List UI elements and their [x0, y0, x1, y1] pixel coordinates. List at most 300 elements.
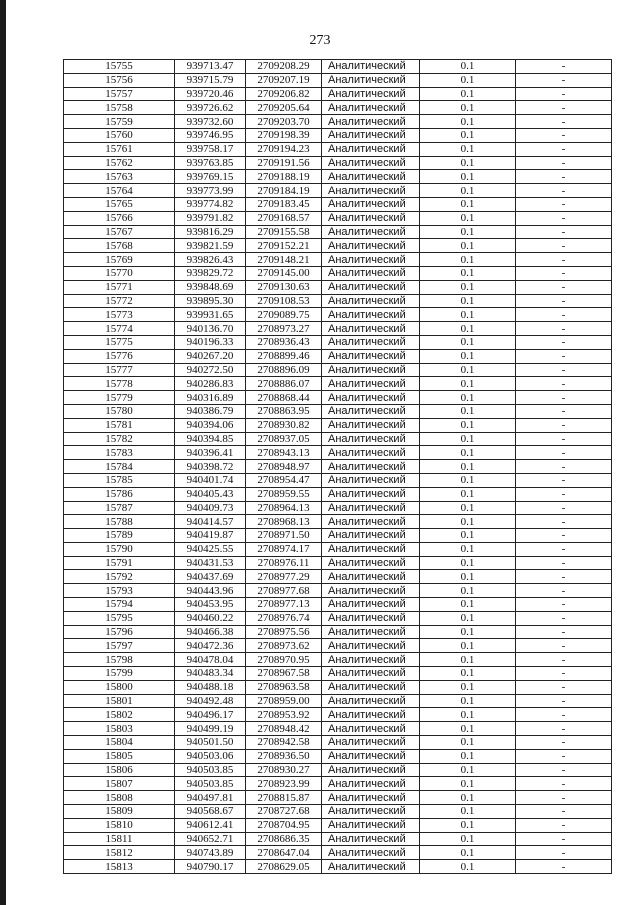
x-coordinate-cell: 940497.81 [175, 791, 246, 805]
accuracy-cell: 0.1 [420, 87, 516, 101]
table-row [64, 529, 612, 543]
table-row [64, 846, 612, 860]
accuracy-cell: 0.1 [420, 377, 516, 391]
x-coordinate-cell: 940503.85 [175, 777, 246, 791]
point-number-cell: 15812 [64, 846, 175, 860]
point-number-cell: 15757 [64, 87, 175, 101]
method-cell: Аналитический [322, 722, 420, 736]
table-row [64, 805, 612, 819]
note-cell: - [516, 391, 612, 405]
point-number-cell: 15806 [64, 763, 175, 777]
y-coordinate-cell: 2708868.44 [246, 391, 322, 405]
accuracy-cell: 0.1 [420, 432, 516, 446]
note-cell: - [516, 266, 612, 280]
x-coordinate-cell: 940316.89 [175, 391, 246, 405]
method-cell: Аналитический [322, 680, 420, 694]
y-coordinate-cell: 2708896.09 [246, 363, 322, 377]
y-coordinate-cell: 2709152.21 [246, 239, 322, 253]
accuracy-cell: 0.1 [420, 515, 516, 529]
accuracy-cell: 0.1 [420, 832, 516, 846]
method-cell: Аналитический [322, 791, 420, 805]
point-number-cell: 15810 [64, 818, 175, 832]
table-row [64, 777, 612, 791]
table-row [64, 473, 612, 487]
y-coordinate-cell: 2708970.95 [246, 653, 322, 667]
method-cell: Аналитический [322, 515, 420, 529]
table-row [64, 197, 612, 211]
table-row [64, 446, 612, 460]
method-cell: Аналитический [322, 170, 420, 184]
method-cell: Аналитический [322, 156, 420, 170]
x-coordinate-cell: 940386.79 [175, 404, 246, 418]
table-row [64, 611, 612, 625]
method-cell: Аналитический [322, 308, 420, 322]
note-cell: - [516, 335, 612, 349]
y-coordinate-cell: 2708948.97 [246, 460, 322, 474]
x-coordinate-cell: 940286.83 [175, 377, 246, 391]
x-coordinate-cell: 940437.69 [175, 570, 246, 584]
point-number-cell: 15762 [64, 156, 175, 170]
point-number-cell: 15793 [64, 584, 175, 598]
note-cell: - [516, 377, 612, 391]
table-row [64, 142, 612, 156]
note-cell: - [516, 308, 612, 322]
accuracy-cell: 0.1 [420, 556, 516, 570]
point-number-cell: 15787 [64, 501, 175, 515]
point-number-cell: 15766 [64, 211, 175, 225]
x-coordinate-cell: 940501.50 [175, 736, 246, 750]
method-cell: Аналитический [322, 749, 420, 763]
y-coordinate-cell: 2709203.70 [246, 115, 322, 129]
accuracy-cell: 0.1 [420, 818, 516, 832]
x-coordinate-cell: 940272.50 [175, 363, 246, 377]
note-cell: - [516, 639, 612, 653]
y-coordinate-cell: 2708977.29 [246, 570, 322, 584]
x-coordinate-cell: 940394.85 [175, 432, 246, 446]
accuracy-cell: 0.1 [420, 598, 516, 612]
y-coordinate-cell: 2708629.05 [246, 860, 322, 874]
point-number-cell: 15790 [64, 542, 175, 556]
point-number-cell: 15788 [64, 515, 175, 529]
method-cell: Аналитический [322, 805, 420, 819]
note-cell: - [516, 625, 612, 639]
point-number-cell: 15785 [64, 473, 175, 487]
method-cell: Аналитический [322, 832, 420, 846]
table-row [64, 128, 612, 142]
coordinates-table [63, 59, 612, 874]
point-number-cell: 15800 [64, 680, 175, 694]
note-cell: - [516, 860, 612, 874]
method-cell: Аналитический [322, 294, 420, 308]
accuracy-cell: 0.1 [420, 749, 516, 763]
note-cell: - [516, 128, 612, 142]
accuracy-cell: 0.1 [420, 473, 516, 487]
table-row [64, 418, 612, 432]
y-coordinate-cell: 2708971.50 [246, 529, 322, 543]
point-number-cell: 15791 [64, 556, 175, 570]
note-cell: - [516, 722, 612, 736]
x-coordinate-cell: 940398.72 [175, 460, 246, 474]
note-cell: - [516, 584, 612, 598]
note-cell: - [516, 667, 612, 681]
x-coordinate-cell: 940503.06 [175, 749, 246, 763]
note-cell: - [516, 846, 612, 860]
y-coordinate-cell: 2708647.04 [246, 846, 322, 860]
table-row [64, 432, 612, 446]
x-coordinate-cell: 940496.17 [175, 708, 246, 722]
point-number-cell: 15767 [64, 225, 175, 239]
accuracy-cell: 0.1 [420, 487, 516, 501]
note-cell: - [516, 211, 612, 225]
method-cell: Аналитический [322, 184, 420, 198]
accuracy-cell: 0.1 [420, 763, 516, 777]
method-cell: Аналитический [322, 556, 420, 570]
accuracy-cell: 0.1 [420, 446, 516, 460]
point-number-cell: 15775 [64, 335, 175, 349]
x-coordinate-cell: 939758.17 [175, 142, 246, 156]
point-number-cell: 15804 [64, 736, 175, 750]
accuracy-cell: 0.1 [420, 736, 516, 750]
x-coordinate-cell: 940196.33 [175, 335, 246, 349]
note-cell: - [516, 611, 612, 625]
y-coordinate-cell: 2708959.00 [246, 694, 322, 708]
note-cell: - [516, 556, 612, 570]
accuracy-cell: 0.1 [420, 73, 516, 87]
point-number-cell: 15771 [64, 280, 175, 294]
y-coordinate-cell: 2708937.05 [246, 432, 322, 446]
table-row [64, 708, 612, 722]
point-number-cell: 15813 [64, 860, 175, 874]
table-row [64, 280, 612, 294]
table-row [64, 598, 612, 612]
accuracy-cell: 0.1 [420, 322, 516, 336]
table-row [64, 818, 612, 832]
table-row [64, 680, 612, 694]
y-coordinate-cell: 2708886.07 [246, 377, 322, 391]
y-coordinate-cell: 2708973.27 [246, 322, 322, 336]
x-coordinate-cell: 939763.85 [175, 156, 246, 170]
note-cell: - [516, 694, 612, 708]
method-cell: Аналитический [322, 115, 420, 129]
table-row [64, 653, 612, 667]
table-row [64, 667, 612, 681]
y-coordinate-cell: 2708727.68 [246, 805, 322, 819]
note-cell: - [516, 487, 612, 501]
point-number-cell: 15777 [64, 363, 175, 377]
method-cell: Аналитический [322, 487, 420, 501]
x-coordinate-cell: 940405.43 [175, 487, 246, 501]
table-row [64, 570, 612, 584]
note-cell: - [516, 73, 612, 87]
table-row [64, 501, 612, 515]
table-row [64, 404, 612, 418]
table-row [64, 515, 612, 529]
accuracy-cell: 0.1 [420, 542, 516, 556]
accuracy-cell: 0.1 [420, 197, 516, 211]
y-coordinate-cell: 2708704.95 [246, 818, 322, 832]
x-coordinate-cell: 939816.29 [175, 225, 246, 239]
method-cell: Аналитический [322, 418, 420, 432]
point-number-cell: 15761 [64, 142, 175, 156]
method-cell: Аналитический [322, 197, 420, 211]
table-row [64, 156, 612, 170]
note-cell: - [516, 404, 612, 418]
note-cell: - [516, 653, 612, 667]
x-coordinate-cell: 939895.30 [175, 294, 246, 308]
y-coordinate-cell: 2709194.23 [246, 142, 322, 156]
method-cell: Аналитический [322, 460, 420, 474]
note-cell: - [516, 142, 612, 156]
note-cell: - [516, 708, 612, 722]
method-cell: Аналитический [322, 860, 420, 874]
x-coordinate-cell: 940472.36 [175, 639, 246, 653]
method-cell: Аналитический [322, 611, 420, 625]
method-cell: Аналитический [322, 818, 420, 832]
point-number-cell: 15760 [64, 128, 175, 142]
accuracy-cell: 0.1 [420, 128, 516, 142]
y-coordinate-cell: 2709184.19 [246, 184, 322, 198]
x-coordinate-cell: 939931.65 [175, 308, 246, 322]
x-coordinate-cell: 940743.89 [175, 846, 246, 860]
x-coordinate-cell: 940409.73 [175, 501, 246, 515]
point-number-cell: 15802 [64, 708, 175, 722]
y-coordinate-cell: 2708942.58 [246, 736, 322, 750]
method-cell: Аналитический [322, 625, 420, 639]
y-coordinate-cell: 2709206.82 [246, 87, 322, 101]
point-number-cell: 15768 [64, 239, 175, 253]
table-row [64, 556, 612, 570]
y-coordinate-cell: 2708953.92 [246, 708, 322, 722]
accuracy-cell: 0.1 [420, 211, 516, 225]
point-number-cell: 15783 [64, 446, 175, 460]
accuracy-cell: 0.1 [420, 156, 516, 170]
accuracy-cell: 0.1 [420, 777, 516, 791]
note-cell: - [516, 818, 612, 832]
method-cell: Аналитический [322, 322, 420, 336]
y-coordinate-cell: 2708930.27 [246, 763, 322, 777]
note-cell: - [516, 446, 612, 460]
y-coordinate-cell: 2708959.55 [246, 487, 322, 501]
accuracy-cell: 0.1 [420, 639, 516, 653]
x-coordinate-cell: 939746.95 [175, 128, 246, 142]
x-coordinate-cell: 939769.15 [175, 170, 246, 184]
x-coordinate-cell: 940652.71 [175, 832, 246, 846]
x-coordinate-cell: 940443.96 [175, 584, 246, 598]
y-coordinate-cell: 2708815.87 [246, 791, 322, 805]
table-row [64, 60, 612, 74]
point-number-cell: 15786 [64, 487, 175, 501]
table-row [64, 639, 612, 653]
note-cell: - [516, 515, 612, 529]
note-cell: - [516, 184, 612, 198]
table-row [64, 294, 612, 308]
point-number-cell: 15765 [64, 197, 175, 211]
point-number-cell: 15782 [64, 432, 175, 446]
note-cell: - [516, 529, 612, 543]
table-row [64, 170, 612, 184]
accuracy-cell: 0.1 [420, 611, 516, 625]
accuracy-cell: 0.1 [420, 805, 516, 819]
point-number-cell: 15776 [64, 349, 175, 363]
point-number-cell: 15781 [64, 418, 175, 432]
accuracy-cell: 0.1 [420, 308, 516, 322]
x-coordinate-cell: 940492.48 [175, 694, 246, 708]
accuracy-cell: 0.1 [420, 391, 516, 405]
point-number-cell: 15770 [64, 266, 175, 280]
point-number-cell: 15763 [64, 170, 175, 184]
y-coordinate-cell: 2708686.35 [246, 832, 322, 846]
x-coordinate-cell: 940136.70 [175, 322, 246, 336]
method-cell: Аналитический [322, 542, 420, 556]
accuracy-cell: 0.1 [420, 653, 516, 667]
note-cell: - [516, 749, 612, 763]
table-row [64, 266, 612, 280]
point-number-cell: 15769 [64, 253, 175, 267]
note-cell: - [516, 763, 612, 777]
method-cell: Аналитический [322, 73, 420, 87]
accuracy-cell: 0.1 [420, 722, 516, 736]
accuracy-cell: 0.1 [420, 570, 516, 584]
table-row [64, 73, 612, 87]
point-number-cell: 15805 [64, 749, 175, 763]
y-coordinate-cell: 2708930.82 [246, 418, 322, 432]
accuracy-cell: 0.1 [420, 363, 516, 377]
method-cell: Аналитический [322, 211, 420, 225]
accuracy-cell: 0.1 [420, 694, 516, 708]
point-number-cell: 15755 [64, 60, 175, 74]
note-cell: - [516, 542, 612, 556]
y-coordinate-cell: 2708954.47 [246, 473, 322, 487]
note-cell: - [516, 460, 612, 474]
note-cell: - [516, 87, 612, 101]
x-coordinate-cell: 940503.85 [175, 763, 246, 777]
table-row [64, 335, 612, 349]
y-coordinate-cell: 2709188.19 [246, 170, 322, 184]
y-coordinate-cell: 2708948.42 [246, 722, 322, 736]
x-coordinate-cell: 939826.43 [175, 253, 246, 267]
method-cell: Аналитический [322, 128, 420, 142]
method-cell: Аналитический [322, 501, 420, 515]
note-cell: - [516, 294, 612, 308]
accuracy-cell: 0.1 [420, 184, 516, 198]
method-cell: Аналитический [322, 598, 420, 612]
point-number-cell: 15756 [64, 73, 175, 87]
point-number-cell: 15780 [64, 404, 175, 418]
note-cell: - [516, 60, 612, 74]
page-edge-bar [0, 0, 6, 905]
point-number-cell: 15798 [64, 653, 175, 667]
method-cell: Аналитический [322, 60, 420, 74]
x-coordinate-cell: 940431.53 [175, 556, 246, 570]
point-number-cell: 15792 [64, 570, 175, 584]
x-coordinate-cell: 939732.60 [175, 115, 246, 129]
table-row [64, 487, 612, 501]
x-coordinate-cell: 940396.41 [175, 446, 246, 460]
note-cell: - [516, 432, 612, 446]
point-number-cell: 15811 [64, 832, 175, 846]
point-number-cell: 15772 [64, 294, 175, 308]
method-cell: Аналитический [322, 432, 420, 446]
method-cell: Аналитический [322, 846, 420, 860]
method-cell: Аналитический [322, 142, 420, 156]
note-cell: - [516, 363, 612, 377]
y-coordinate-cell: 2708974.17 [246, 542, 322, 556]
accuracy-cell: 0.1 [420, 501, 516, 515]
note-cell: - [516, 418, 612, 432]
y-coordinate-cell: 2709198.39 [246, 128, 322, 142]
x-coordinate-cell: 939848.69 [175, 280, 246, 294]
note-cell: - [516, 101, 612, 115]
y-coordinate-cell: 2708976.74 [246, 611, 322, 625]
accuracy-cell: 0.1 [420, 708, 516, 722]
method-cell: Аналитический [322, 377, 420, 391]
table-row [64, 239, 612, 253]
accuracy-cell: 0.1 [420, 404, 516, 418]
table-row [64, 184, 612, 198]
y-coordinate-cell: 2708963.58 [246, 680, 322, 694]
method-cell: Аналитический [322, 266, 420, 280]
y-coordinate-cell: 2708977.68 [246, 584, 322, 598]
x-coordinate-cell: 940483.34 [175, 667, 246, 681]
method-cell: Аналитический [322, 87, 420, 101]
table-row [64, 736, 612, 750]
table-row [64, 542, 612, 556]
point-number-cell: 15759 [64, 115, 175, 129]
y-coordinate-cell: 2709155.58 [246, 225, 322, 239]
accuracy-cell: 0.1 [420, 294, 516, 308]
x-coordinate-cell: 939774.82 [175, 197, 246, 211]
point-number-cell: 15801 [64, 694, 175, 708]
point-number-cell: 15809 [64, 805, 175, 819]
y-coordinate-cell: 2709089.75 [246, 308, 322, 322]
table-row [64, 308, 612, 322]
table-row [64, 791, 612, 805]
note-cell: - [516, 680, 612, 694]
x-coordinate-cell: 940453.95 [175, 598, 246, 612]
method-cell: Аналитический [322, 473, 420, 487]
x-coordinate-cell: 940488.18 [175, 680, 246, 694]
accuracy-cell: 0.1 [420, 60, 516, 74]
method-cell: Аналитический [322, 529, 420, 543]
x-coordinate-cell: 940568.67 [175, 805, 246, 819]
point-number-cell: 15764 [64, 184, 175, 198]
method-cell: Аналитический [322, 363, 420, 377]
y-coordinate-cell: 2708943.13 [246, 446, 322, 460]
note-cell: - [516, 791, 612, 805]
method-cell: Аналитический [322, 777, 420, 791]
point-number-cell: 15789 [64, 529, 175, 543]
accuracy-cell: 0.1 [420, 418, 516, 432]
note-cell: - [516, 115, 612, 129]
method-cell: Аналитический [322, 101, 420, 115]
x-coordinate-cell: 940394.06 [175, 418, 246, 432]
y-coordinate-cell: 2708967.58 [246, 667, 322, 681]
note-cell: - [516, 598, 612, 612]
y-coordinate-cell: 2709191.56 [246, 156, 322, 170]
table-row [64, 860, 612, 874]
x-coordinate-cell: 939726.62 [175, 101, 246, 115]
table-row [64, 722, 612, 736]
x-coordinate-cell: 939821.59 [175, 239, 246, 253]
y-coordinate-cell: 2709205.64 [246, 101, 322, 115]
y-coordinate-cell: 2708977.13 [246, 598, 322, 612]
table-row [64, 460, 612, 474]
note-cell: - [516, 225, 612, 239]
x-coordinate-cell: 940414.57 [175, 515, 246, 529]
x-coordinate-cell: 939720.46 [175, 87, 246, 101]
table-row [64, 253, 612, 267]
x-coordinate-cell: 940466.38 [175, 625, 246, 639]
